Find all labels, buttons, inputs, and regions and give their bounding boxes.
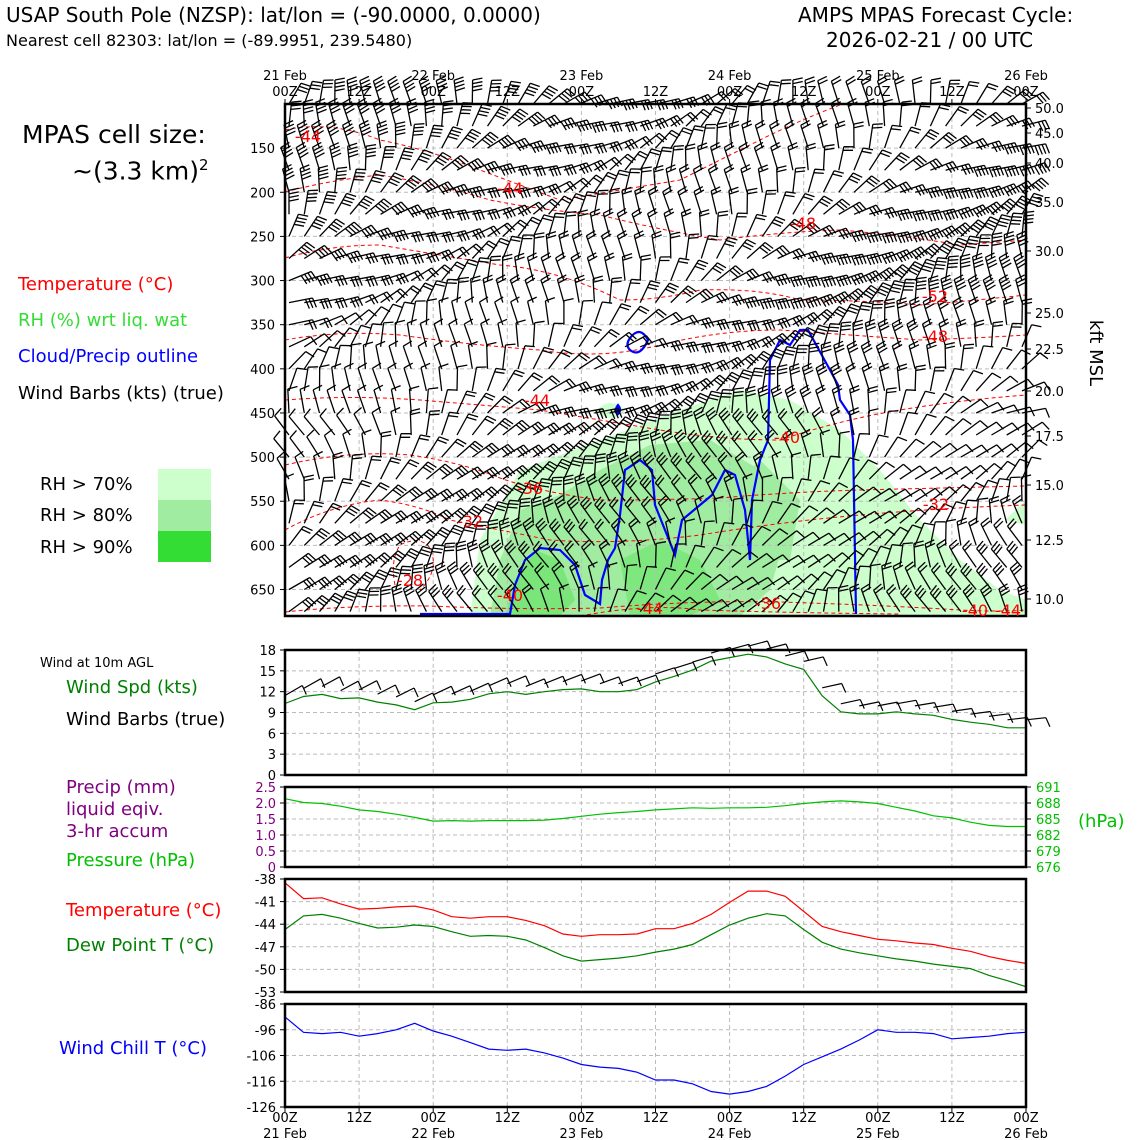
wind-speed-label: Wind Spd (kts) (66, 677, 198, 698)
cell-size-exponent: 2 (199, 156, 209, 174)
top-time-day-10: 26 Feb (1004, 69, 1048, 84)
wind10m-panel-ytick-label-3: 9 (267, 706, 276, 722)
kft-tick-label-6: 22.5 (1035, 343, 1064, 358)
windchill-panel-ytick-label-3: -96 (254, 1023, 276, 1039)
wind-barb (912, 77, 922, 104)
pressure-tick-label-5: 400 (250, 362, 275, 378)
pressure-tick-label-6: 450 (250, 406, 275, 422)
temperature-contour-label-9: -32 (456, 512, 484, 531)
station-title: USAP South Pole (NZSP): lat/lon = (-90.0000, 0.0000) (6, 3, 541, 27)
surface-wind-barb (507, 676, 529, 685)
pressure-tick-label-9: 600 (250, 539, 275, 555)
temperature-label: Temperature (°C) (66, 900, 222, 921)
precip-pressure-panel-ytick-label-4: 2.0 (255, 797, 276, 812)
temperature-contour-label-7: -36 (516, 479, 544, 498)
kft-tick-label-9: 15.0 (1035, 479, 1064, 494)
pressure-tick-label-2: 250 (250, 230, 275, 246)
legend-wind-barbs: Wind Barbs (kts) (true) (18, 383, 224, 404)
pressure-right-label-4: 688 (1036, 797, 1061, 812)
temperature-contour-label-14: -40 (961, 601, 989, 620)
pressure-right-label-0: 676 (1036, 861, 1061, 876)
top-time-day-8: 25 Feb (855, 69, 900, 84)
pressure-tick-label-1: 200 (250, 186, 275, 202)
legend-cloud: Cloud/Precip outline (18, 346, 199, 367)
temperature-panel-ytick-label-2: -47 (254, 940, 276, 956)
temperature-contour-label-6: -40 (773, 428, 801, 447)
surface-wind-barbs (285, 641, 1050, 727)
windchill-panel-ytick-label-2: -106 (246, 1049, 276, 1065)
kft-tick-label-1: 45.0 (1035, 127, 1064, 142)
temperature-panel (280, 879, 1026, 992)
pressure-right-label-2: 682 (1036, 829, 1061, 844)
precip-label-1: Precip (mm) (66, 777, 176, 798)
kft-axis-label: kft MSL (1085, 319, 1106, 387)
wind10m-panel-ytick-label-4: 12 (259, 685, 276, 701)
pressure-tick-label-10: 650 (250, 583, 275, 599)
pressure-label: Pressure (hPa) (66, 850, 196, 871)
top-time-hour-7: 12Z (790, 85, 817, 100)
wind10m-panel-ytick-label-5: 15 (259, 664, 276, 680)
wind10m-panel-ytick-label-0: 0 (267, 769, 276, 784)
precip-pressure-panel-ytick-label-0: 0 (267, 861, 276, 876)
bottom-time-hour-9: 12Z (939, 1111, 965, 1126)
kft-tick-label-11: 10.0 (1035, 593, 1064, 608)
rh-90-label: RH > 90% (40, 537, 133, 558)
dewpoint-label: Dew Point T (°C) (66, 935, 215, 956)
pressure-tick-label-0: 150 (250, 142, 275, 158)
wind-barb (335, 78, 345, 104)
temperature-panel-ytick-label-0: -53 (254, 986, 276, 1001)
pressure-tick-label-3: 300 (250, 274, 275, 290)
surface-wind-barb (304, 679, 325, 689)
kft-tick-label-7: 20.0 (1035, 385, 1064, 400)
top-time-hour-4: 00Z (568, 85, 595, 100)
temperature-contour-label-2: -48 (789, 214, 817, 233)
rh-70-label: RH > 70% (40, 474, 133, 495)
forecast-cycle-value: 2026-02-21 / 00 UTC (826, 28, 1034, 52)
bottom-time-day-10: 26 Feb (1004, 1127, 1048, 1140)
surface-wind-barb (767, 644, 790, 653)
bottom-time-day-2: 22 Feb (411, 1127, 456, 1140)
precip-label-2: liquid eqiv. (66, 799, 164, 820)
surface-wind-barb (563, 674, 586, 683)
top-time-day-6: 24 Feb (707, 69, 752, 84)
cell-size-label: MPAS cell size: (22, 120, 206, 149)
bottom-time-hour-4: 00Z (568, 1111, 595, 1126)
windchill-panel (280, 1004, 1026, 1107)
kft-tick-label-10: 12.5 (1035, 534, 1064, 549)
temperature-contour-label-4: -48 (921, 327, 949, 346)
temperature-contour-label-3: -52 (921, 287, 949, 306)
pressure-tick-label-4: 350 (250, 318, 275, 334)
wind10m-title: Wind at 10m AGL (40, 656, 154, 671)
top-time-hour-5: 12Z (642, 85, 669, 100)
temperature-panel-ytick-label-5: -38 (254, 873, 276, 888)
pressure-right-label-1: 679 (1036, 845, 1061, 860)
temperature-contour-label-8: -32 (922, 495, 950, 514)
wind-barb (472, 78, 482, 104)
windchill-label: Wind Chill T (°C) (59, 1038, 207, 1059)
surface-wind-barb (841, 700, 865, 709)
bottom-time-hour-5: 12Z (642, 1111, 669, 1126)
forecast-cycle-label: AMPS MPAS Forecast Cycle: (798, 3, 1074, 27)
precip-pressure-panel-ytick-label-1: 0.5 (255, 845, 276, 860)
wind-barbs-true-label: Wind Barbs (true) (66, 709, 226, 730)
top-time-day-0: 21 Feb (263, 69, 307, 84)
temperature-panel-ytick-label-4: -41 (254, 895, 276, 911)
wind-barb (533, 86, 558, 104)
wind10m-panel (280, 641, 1050, 775)
windchill-panel-ytick-label-1: -116 (246, 1075, 276, 1091)
bottom-time-day-4: 23 Feb (559, 1127, 604, 1140)
wind10m-panel-ytick-label-2: 6 (267, 727, 276, 743)
surface-wind-barb (470, 683, 492, 692)
top-time-hour-0: 00Z (272, 85, 298, 100)
top-time-hour-9: 12Z (939, 85, 965, 100)
pressure-right-label-5: 691 (1036, 781, 1061, 796)
kft-tick-label-4: 30.0 (1035, 245, 1064, 260)
cross-section-panel (274, 76, 1050, 616)
temperature-contour-label-13: -36 (754, 594, 782, 613)
surface-wind-barb (322, 677, 344, 687)
cell-size-number: ~(3.3 km) (72, 156, 199, 186)
temperature-contour-label-12: -44 (636, 599, 664, 618)
top-time-hour-8: 00Z (865, 85, 891, 100)
kft-tick-label-2: 40.0 (1035, 157, 1064, 172)
surface-wind-barb (1008, 718, 1032, 727)
kft-tick-label-3: 35.0 (1035, 196, 1064, 211)
legend-rh: RH (%) wrt liq. wat (18, 310, 188, 331)
surface-wind-barb (785, 651, 808, 660)
precip-pressure-frame (285, 787, 1026, 867)
top-time-hour-6: 00Z (716, 85, 743, 100)
temperature-contour-label-11: -40 (496, 586, 524, 605)
surface-wind-barb (822, 684, 846, 693)
bottom-time-day-0: 21 Feb (263, 1127, 307, 1140)
legend-temperature: Temperature (°C) (18, 274, 174, 295)
bottom-time-hour-3: 12Z (494, 1111, 521, 1126)
bottom-time-day-6: 24 Feb (707, 1127, 752, 1140)
top-time-day-4: 23 Feb (559, 69, 604, 84)
bottom-time-hour-0: 00Z (272, 1111, 298, 1126)
bottom-time-hour-8: 00Z (865, 1111, 891, 1126)
top-time-hour-10: 00Z (1013, 85, 1039, 100)
temperature-contour-label-0: -44 (294, 127, 322, 146)
temperature-contour-label-1: -44 (496, 179, 524, 198)
precip-label-3: 3-hr accum (66, 821, 169, 842)
wind-barb (454, 77, 465, 104)
top-time-hour-2: 00Z (420, 85, 446, 100)
pressure-axis-label: (hPa) (1078, 811, 1125, 832)
bottom-time-hour-1: 12Z (346, 1111, 372, 1126)
bottom-time-hour-2: 00Z (420, 1111, 446, 1126)
pressure-right-label-3: 685 (1036, 813, 1061, 828)
temperature-contour-label-5: -44 (523, 391, 551, 410)
surface-wind-barb (396, 688, 418, 697)
bottom-time-hour-7: 12Z (790, 1111, 817, 1126)
rh-80-label: RH > 80% (40, 505, 133, 526)
nearest-cell-subtitle: Nearest cell 82303: lat/lon = (-89.9951, 239.5480) (6, 31, 413, 50)
top-time-day-2: 22 Feb (411, 69, 456, 84)
precip-pressure-panel-ytick-label-5: 2.5 (255, 781, 276, 796)
windchill-panel-ytick-label-4: -86 (254, 998, 276, 1013)
surface-wind-barb (285, 686, 306, 696)
windchill-panel-ytick-label-0: -126 (246, 1101, 276, 1116)
wind10m-panel-ytick-label-6: 18 (259, 644, 276, 659)
bottom-time-hour-10: 00Z (1013, 1111, 1039, 1126)
kft-tick-label-5: 25.0 (1035, 307, 1064, 322)
precip-pressure-panel-ytick-label-3: 1.5 (255, 813, 276, 828)
temperature-contour-label-10: -28 (396, 571, 424, 590)
temperature-contour-label-15: -44 (994, 601, 1022, 620)
temperature-panel-ytick-label-3: -44 (254, 918, 276, 934)
wind10m-panel-ytick-label-1: 3 (267, 748, 276, 764)
precip-pressure-panel-ytick-label-2: 1.0 (255, 829, 276, 844)
pressure-tick-label-7: 500 (250, 451, 275, 467)
precip-pressure-panel (280, 787, 1031, 867)
pressure-tick-label-8: 550 (250, 495, 275, 511)
top-time-hour-1: 12Z (346, 85, 372, 100)
surface-wind-barb (359, 681, 381, 690)
bottom-time-day-8: 25 Feb (855, 1127, 900, 1140)
kft-tick-label-0: 50.0 (1035, 102, 1064, 117)
top-time-hour-3: 12Z (494, 85, 521, 100)
wind-barb (818, 76, 828, 104)
temperature-panel-ytick-label-1: -50 (254, 963, 276, 979)
bottom-time-hour-6: 00Z (716, 1111, 743, 1126)
kft-tick-label-8: 17.5 (1035, 430, 1064, 445)
